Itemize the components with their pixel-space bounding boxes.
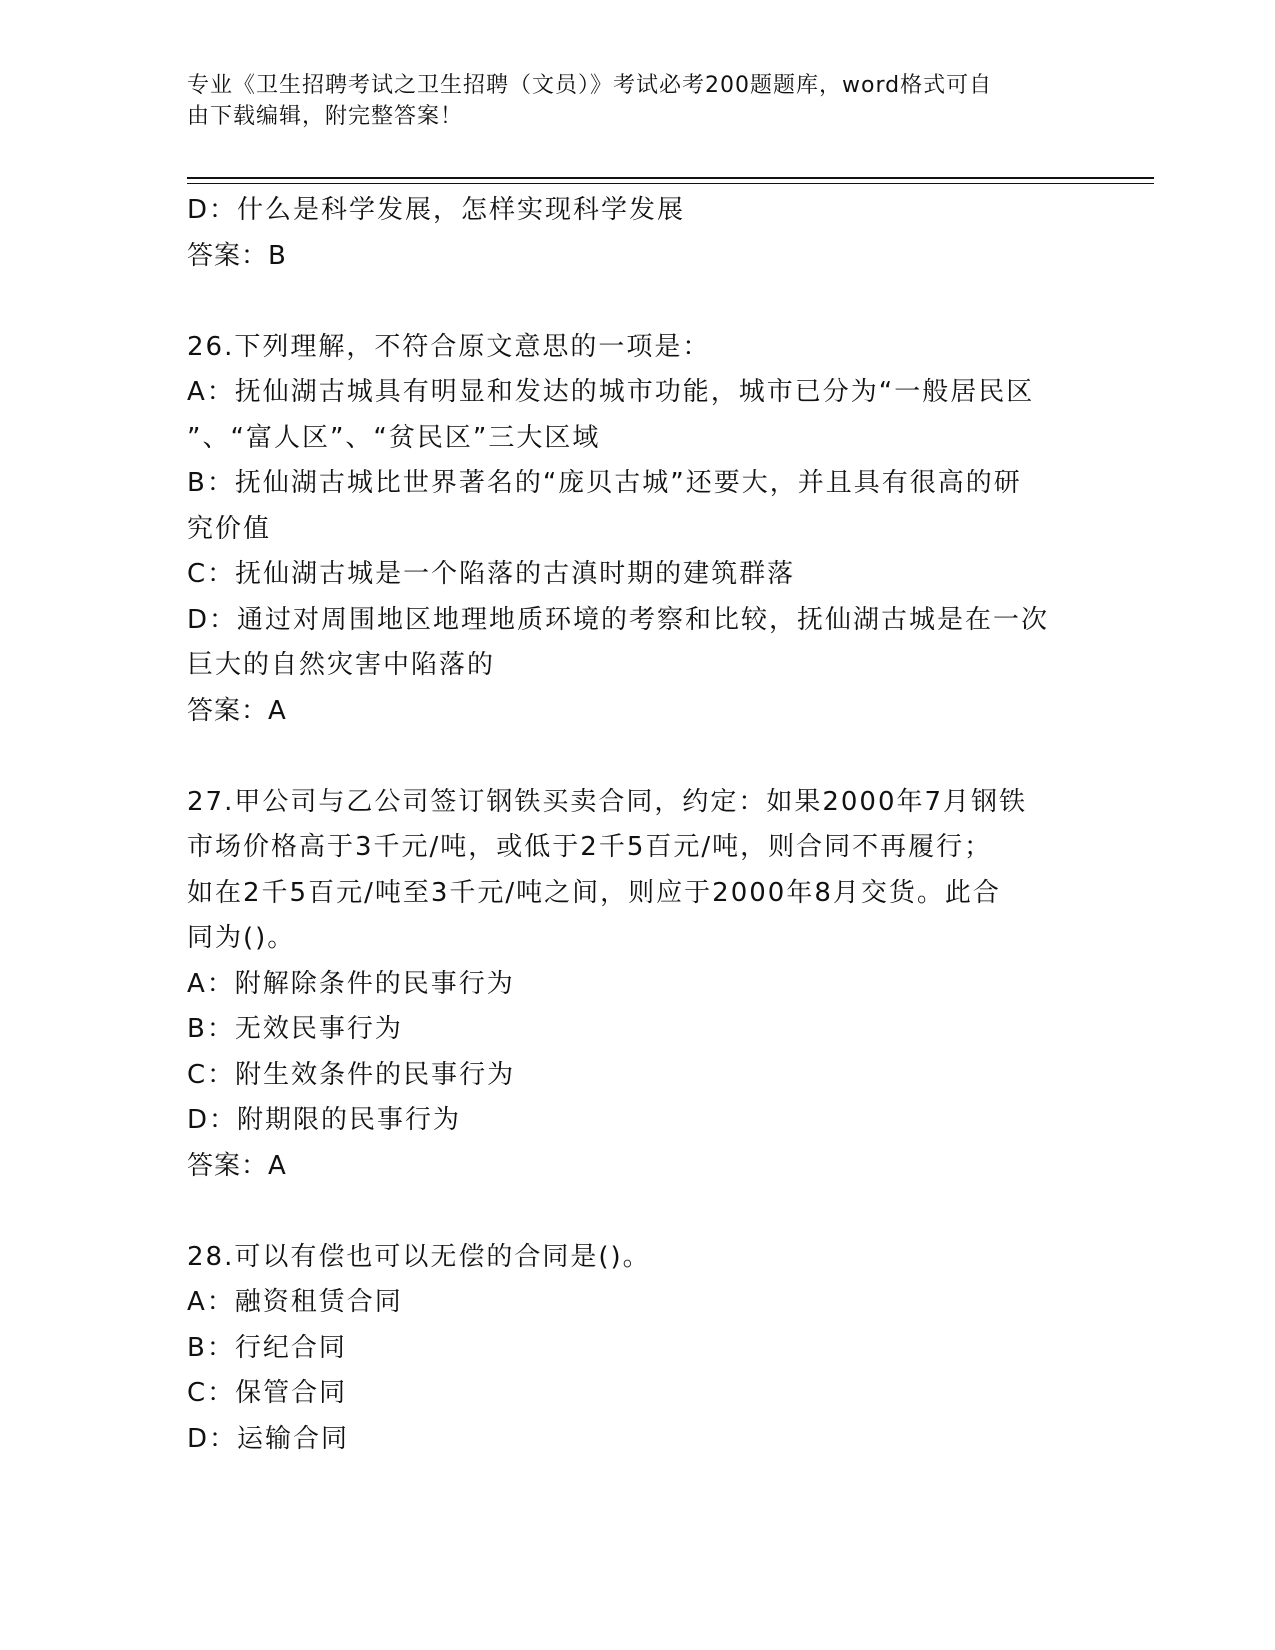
question-stem: 28.可以有偿也可以无偿的合同是()。 (187, 1241, 651, 1272)
option-d-line-1: D：通过对周围地区地理地质环境的考察和比较，抚仙湖古城是在一次 (187, 604, 1050, 635)
question-28 (187, 1235, 1087, 1463)
question-stem-line-3: 如在2千5百元/吨至3千元/吨之间，则应于2000年8月交货。此合 (187, 877, 1001, 908)
option-a: A：融资租赁合同 (187, 1287, 403, 1317)
option-d: D：附期限的民事行为 (187, 1105, 462, 1135)
spacer (187, 279, 1087, 325)
option-b-line-1: B：抚仙湖古城比世界著名的“庞贝古城”还要大，并且具有很高的研 (187, 468, 1022, 498)
header-divider-thin (187, 183, 1154, 184)
question-27 (187, 780, 1087, 1190)
header-line-2: 由下载编辑，附完整答案！ (187, 104, 464, 129)
option-c: C：保管合同 (187, 1378, 348, 1408)
question-list (187, 188, 1087, 1462)
spacer (187, 734, 1087, 780)
question-stem-line-1: 27.甲公司与乙公司签订钢铁买卖合同，约定：如果2000年7月钢铁 (187, 786, 1028, 817)
option-b: B：行纪合同 (187, 1332, 347, 1363)
header-divider-thick (187, 177, 1154, 179)
question-stem-line-2: 市场价格高于3千元/吨，或低于2千5百元/吨，则合同不再履行； (187, 832, 993, 862)
question-stem-line-4: 同为()。 (187, 923, 296, 953)
answer: 答案：A (187, 1150, 287, 1181)
option-d: D：运输合同 (187, 1423, 350, 1454)
answer: 答案：B (187, 240, 287, 271)
option-a-line-1: A：抚仙湖古城具有明显和发达的城市功能，城市已分为“一般居民区 (187, 377, 1035, 407)
option-c: C：抚仙湖古城是一个陷落的古滇时期的建筑群落 (187, 559, 796, 589)
option-b-line-2: 究价值 (187, 513, 272, 544)
option-c: C：附生效条件的民事行为 (187, 1059, 516, 1090)
option-d-line-2: 巨大的自然灾害中陷落的 (187, 650, 496, 680)
option-a: A：附解除条件的民事行为 (187, 968, 515, 999)
question-25-tail (187, 188, 1087, 279)
option-d: D：什么是科学发展，怎样实现科学发展 (187, 195, 686, 225)
spacer (187, 1189, 1087, 1235)
question-stem: 26.下列理解，不符合原文意思的一项是： (187, 331, 711, 362)
header-line-1: 专业《卫生招聘考试之卫生招聘（文员）》考试必考200题题库，word格式可自 (187, 73, 993, 98)
document-header (187, 70, 1067, 132)
option-b: B：无效民事行为 (187, 1014, 403, 1044)
option-a-line-2: ”、“富人区”、“贫民区”三大区域 (187, 422, 601, 453)
answer: 答案：A (187, 695, 287, 726)
question-26 (187, 325, 1087, 735)
